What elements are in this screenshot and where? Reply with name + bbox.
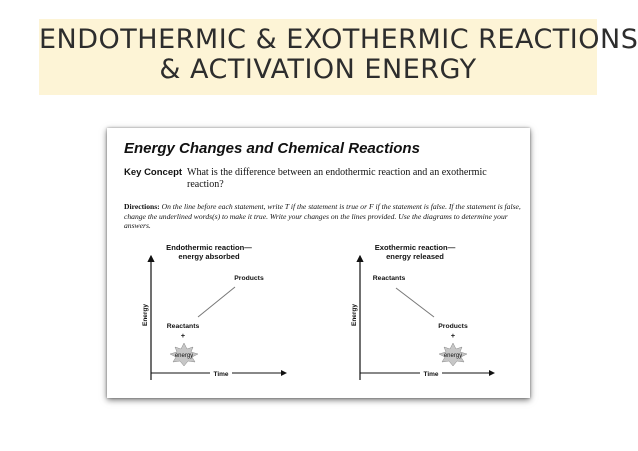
energy-diagrams <box>107 128 530 398</box>
exo-reaction-line <box>396 288 434 317</box>
endo-plus-sign: + <box>180 331 186 340</box>
exo-diagram-title-line-1: Exothermic reaction— <box>374 243 456 252</box>
key-concept-text: What is the difference between an endothermic reaction and an exothermic reaction? <box>187 167 487 190</box>
endo-diagram-title-line-2: energy absorbed <box>178 252 240 261</box>
directions-text: On the line before each statement, write T if the statement is true or F if the statement is false. If the statement is false, change the underlined words(s) to make it true. Write your changes on the lines provided. Use the diagrams to determine your answers. <box>124 202 521 230</box>
exo-products-label: Products <box>438 323 468 330</box>
directions-label: Directions: <box>124 202 160 211</box>
endo-reactants-label: Reactants <box>166 323 200 330</box>
endo-time-axis-label: Time <box>213 371 229 378</box>
exo-time-axis-label: Time <box>423 371 439 378</box>
endo-diagram-title-line-1: Endothermic reaction— <box>166 243 252 252</box>
title-banner <box>39 19 638 95</box>
key-concept-label: Key Concept <box>124 167 183 178</box>
exo-energy-axis-label: Energy <box>351 303 358 327</box>
slide-title-line-1: ENDOTHERMIC & EXOTHERMIC REACTIONS <box>39 24 638 55</box>
slide-title-line-2: & ACTIVATION ENERGY <box>159 54 477 85</box>
worksheet-title: Energy Changes and Chemical Reactions <box>124 140 420 157</box>
endothermic-diagram <box>142 243 286 380</box>
endo-products-label: Products <box>234 275 264 282</box>
exo-diagram-title-line-2: energy released <box>386 252 444 261</box>
worksheet-image <box>107 128 530 398</box>
exo-energy-burst-label: energy <box>443 353 463 359</box>
endo-reaction-line <box>198 287 235 317</box>
exo-plus-sign: + <box>450 331 456 340</box>
endo-energy-axis-label: Energy <box>142 303 149 327</box>
endo-energy-burst-label: energy <box>174 353 194 359</box>
exo-reactants-label: Reactants <box>372 275 406 282</box>
exothermic-diagram <box>351 243 494 380</box>
